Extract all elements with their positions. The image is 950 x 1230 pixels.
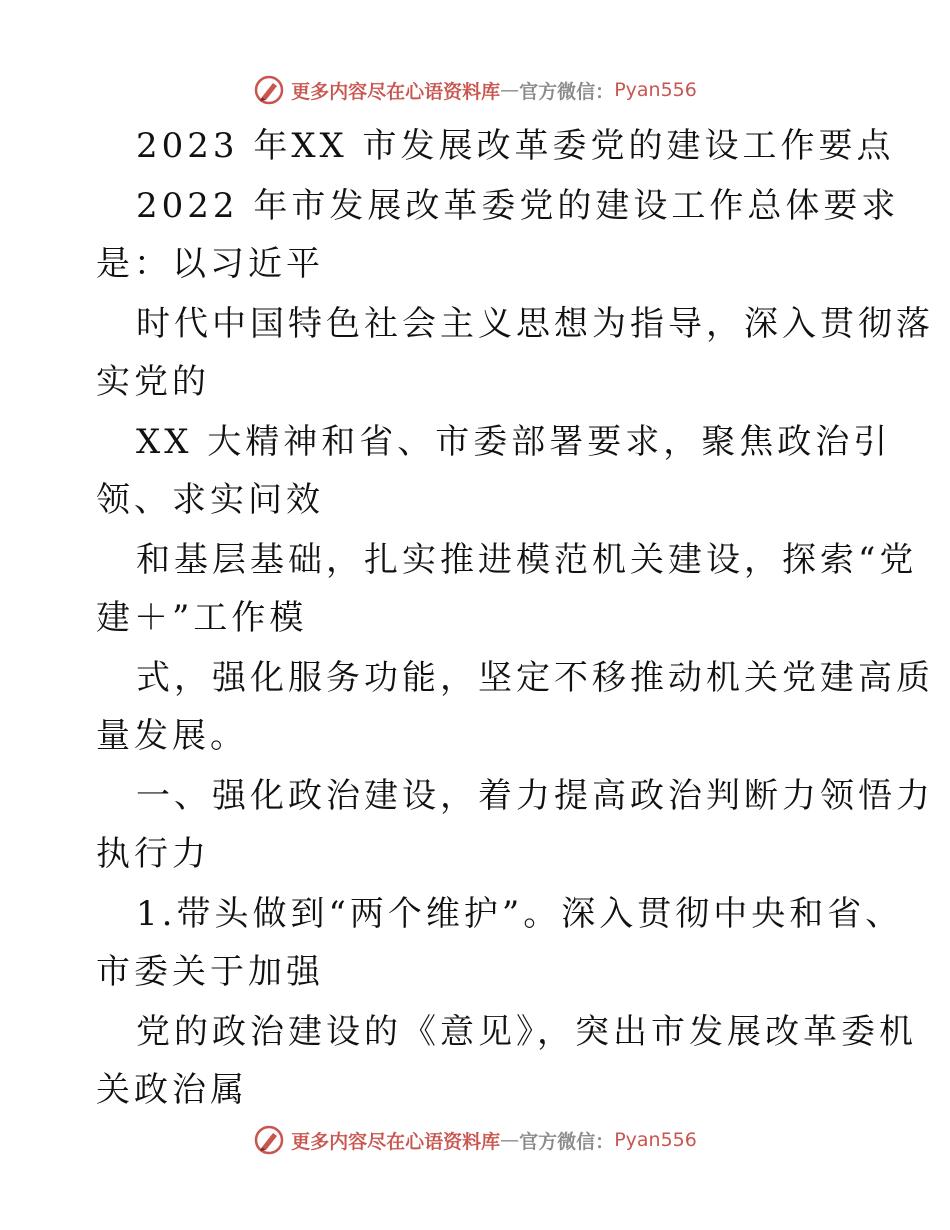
document-title: 2023 年XX 市发展改革委党的建设工作要点 bbox=[136, 126, 895, 166]
paragraph-line: 2022 年市发展改革委党的建设工作总体要求 bbox=[136, 186, 900, 226]
paragraph-line: 关政治属 bbox=[96, 1070, 248, 1110]
paragraph-line: 市委关于加强 bbox=[96, 952, 324, 992]
red-pen-seal-icon bbox=[253, 1124, 285, 1156]
watermark-main-text: 更多内容尽在心语资料库 bbox=[291, 1130, 501, 1153]
paragraph-line: 领、求实问效 bbox=[96, 480, 324, 520]
section-heading: 执行力 bbox=[96, 834, 210, 874]
paragraph-line: 式，强化服务功能，坚定不移推动机关党建高质 bbox=[136, 658, 934, 698]
red-pen-seal-icon bbox=[253, 74, 285, 106]
section-heading: 一、强化政治建设，着力提高政治判断力领悟力 bbox=[136, 776, 934, 816]
watermark-dash: — bbox=[500, 79, 520, 101]
watermark-label: 官方微信： bbox=[519, 1130, 615, 1153]
watermark-id: Pyan556 bbox=[614, 79, 697, 101]
header-watermark bbox=[0, 70, 950, 110]
paragraph-line: 和基层基础，扎实推进模范机关建设，探索“党 bbox=[136, 540, 918, 580]
paragraph-line: 时代中国特色社会主义思想为指导，深入贯彻落 bbox=[136, 304, 934, 344]
paragraph-line: 1.带头做到“两个维护”。深入贯彻中央和省、 bbox=[136, 894, 904, 934]
watermark-dash: — bbox=[500, 1129, 520, 1151]
paragraph-line: 党的政治建设的《意见》，突出市发展改革委机 bbox=[136, 1012, 917, 1052]
paragraph-line: 是：以习近平 bbox=[96, 244, 324, 284]
watermark-id: Pyan556 bbox=[614, 1129, 697, 1151]
paragraph-line: XX 大精神和省、市委部署要求，聚焦政治引 bbox=[136, 422, 892, 462]
paragraph-line: 建＋”工作模 bbox=[96, 598, 308, 638]
watermark-main-text: 更多内容尽在心语资料库 bbox=[291, 80, 501, 103]
footer-watermark bbox=[0, 1120, 950, 1160]
paragraph-line: 量发展。 bbox=[96, 716, 248, 756]
watermark-label: 官方微信： bbox=[519, 80, 615, 103]
paragraph-line: 实党的 bbox=[96, 362, 210, 402]
